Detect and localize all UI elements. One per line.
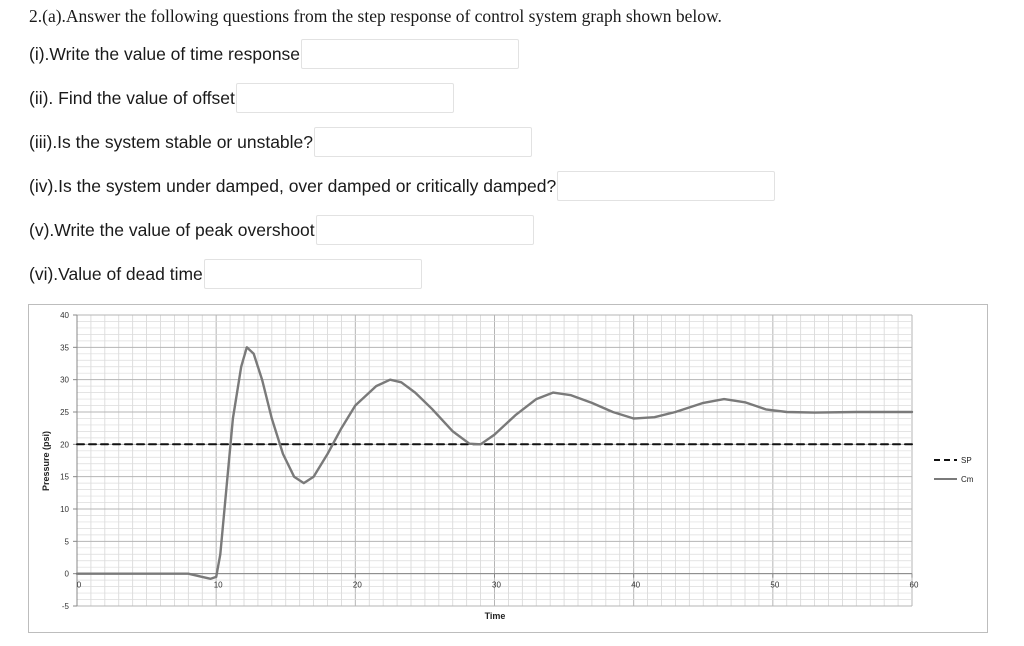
question-1-label: (i).Write the value of time response xyxy=(29,43,301,64)
question-heading: 2.(a).Answer the following questions from the step response of control system graph shown below. xyxy=(29,6,722,26)
y-tick-label: 40 xyxy=(60,311,69,320)
question-3 xyxy=(29,126,532,158)
y-tick-label: 20 xyxy=(60,440,69,450)
x-tick-label: 20 xyxy=(352,580,362,590)
y-axis-label: Pressure (psi) xyxy=(41,430,51,492)
answer-1-input[interactable] xyxy=(301,39,519,69)
x-tick-label: 50 xyxy=(770,580,780,590)
y-tick-label: 10 xyxy=(60,505,69,514)
question-1 xyxy=(29,38,519,70)
y-tick-label: 35 xyxy=(60,343,69,353)
question-6-label: (vi).Value of dead time xyxy=(29,263,203,284)
legend-cm-label: Cm xyxy=(961,475,974,484)
y-tick-label: -5 xyxy=(61,602,69,611)
y-tick-label: 5 xyxy=(64,537,69,547)
x-axis-label: Time xyxy=(484,611,506,621)
y-tick-label: 30 xyxy=(60,375,69,385)
legend-sp-label: SP xyxy=(961,456,972,465)
answer-6-input[interactable] xyxy=(204,259,422,289)
x-tick-label: 60 xyxy=(909,580,919,590)
y-tick-label: 25 xyxy=(60,408,69,417)
answer-4-input[interactable] xyxy=(557,171,775,201)
question-4 xyxy=(29,170,775,202)
grid-layer xyxy=(77,315,912,606)
answer-3-input[interactable] xyxy=(314,127,532,157)
question-6 xyxy=(29,258,422,290)
axis-layer xyxy=(60,311,919,611)
answer-2-input[interactable] xyxy=(236,83,454,113)
x-tick-label: 0 xyxy=(76,580,82,590)
x-tick-label: 10 xyxy=(213,580,223,590)
answer-5-input[interactable] xyxy=(316,215,534,245)
question-5-label: (v).Write the value of peak overshoot xyxy=(29,219,315,240)
question-2 xyxy=(29,82,454,114)
question-5 xyxy=(29,214,534,246)
chart-frame xyxy=(28,304,988,633)
y-tick-label: 0 xyxy=(64,569,69,579)
question-3-label: (iii).Is the system stable or unstable? xyxy=(29,131,314,152)
x-tick-label: 40 xyxy=(631,580,641,590)
y-tick-label: 15 xyxy=(60,472,69,482)
step-response-chart xyxy=(29,305,987,632)
legend xyxy=(934,456,974,484)
question-2-label: (ii). Find the value of offset xyxy=(29,87,235,108)
x-tick-label: 30 xyxy=(492,580,501,590)
question-4-label: (iv).Is the system under damped, over damped or critically damped? xyxy=(29,175,557,196)
